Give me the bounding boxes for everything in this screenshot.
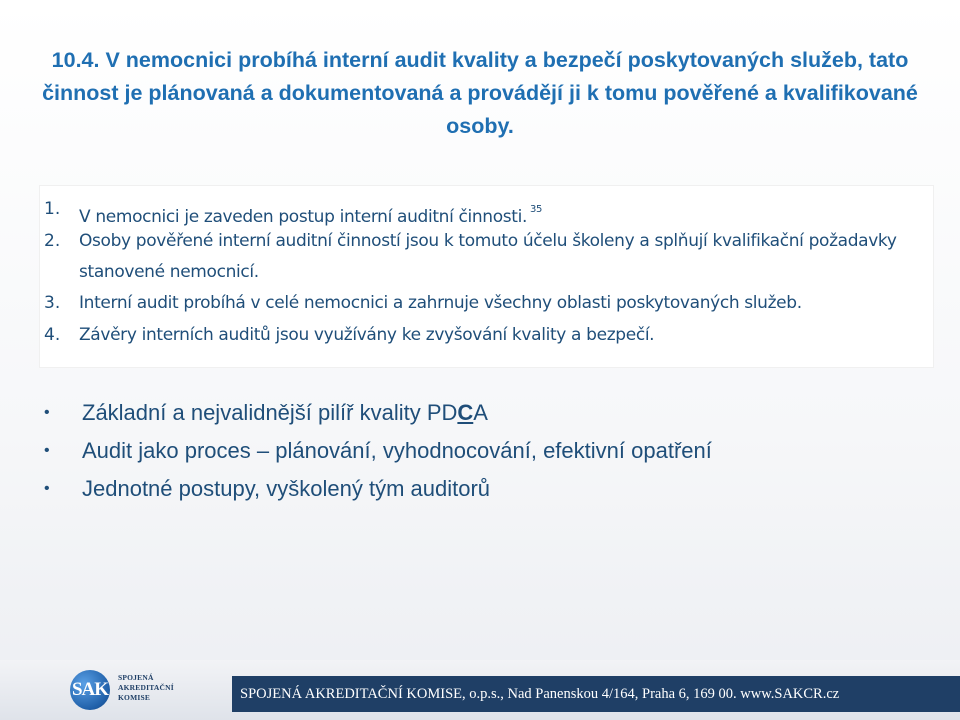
sak-logo [70, 666, 210, 714]
footer [0, 660, 960, 720]
slide-title [40, 44, 920, 143]
sak-logo-text [118, 673, 208, 703]
footer-bar [232, 676, 960, 712]
bullet-item [40, 470, 930, 508]
logo-line: SPOJENÁ [118, 673, 154, 682]
bullet-emphasis: C [457, 400, 474, 425]
bullet-text: Základní a nejvalidnější pilíř kvality PD [82, 400, 458, 425]
sak-logo-icon: SAK [70, 670, 110, 710]
criteria-number: 1. [44, 199, 61, 219]
bullet-icon: • [44, 404, 50, 421]
criteria-number: 4. [44, 325, 61, 345]
bullet-icon: • [44, 480, 50, 497]
criteria-text: Interní audit probíhá v celé nemocnici a zahrnuje všechny oblasti poskytovaných služeb. [79, 293, 802, 313]
bullet-item [40, 394, 930, 432]
title-tail: osoby. [446, 114, 514, 138]
title-number: 10.4. [51, 48, 100, 72]
criteria-text-body: V nemocnici je zaveden postup interní auditní činnosti. [79, 207, 528, 227]
bullet-text: Jednotné postupy, vyškolený tým auditorů [82, 476, 491, 501]
criteria-number: 3. [44, 293, 61, 313]
footnote-ref: 35 [530, 204, 543, 215]
logo-line: AKREDITAČNÍ [118, 683, 174, 692]
criteria-box [40, 186, 933, 367]
bullet-text: Audit jako proces – plánování, vyhodnocování, efektivní opatření [82, 438, 712, 463]
logo-line: KOMISE [118, 693, 151, 702]
criteria-text: Osoby pověřené interní auditní činností jsou k tomuto účelu školeny a splňují kvalifikační požadavky stanovené nemocnicí. [79, 231, 897, 282]
bullet-icon: • [44, 442, 50, 459]
title-text: V nemocnici probíhá interní audit kvality a bezpečí poskytovaných služeb, tato činnost je plánovaná a dokumentovaná a provádějí ji k tomu pověřené a kvalifikované [42, 48, 918, 105]
footer-address: SPOJENÁ AKREDITAČNÍ KOMISE, o.p.s., Nad Panenskou 4/164, Praha 6, 169 00. www.SAKCR.cz [240, 686, 840, 702]
bullet-list [40, 394, 930, 508]
criteria-text: Závěry interních auditů jsou využívány ke zvyšování kvality a bezpečí. [79, 325, 655, 345]
criteria-number: 2. [44, 231, 61, 251]
bullet-item [40, 432, 930, 470]
bullet-text-end: A [473, 400, 488, 425]
